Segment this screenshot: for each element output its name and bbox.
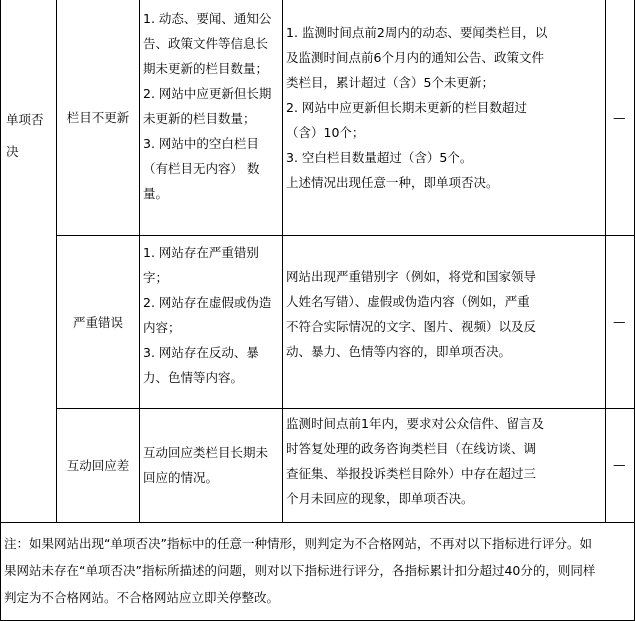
criteria-line: 个月未回应的现象，即单项否决。 [286, 491, 474, 506]
criteria-line: 动、暴力、色情等内容的，即单项否决。 [286, 344, 512, 359]
description-cell [143, 440, 281, 490]
criteria-line: 类栏目，累计超过（含）5个未更新； [286, 75, 494, 90]
description-line: 3. 网站中的空白栏目 [143, 136, 259, 151]
category-text: 决 [6, 144, 19, 159]
description-line: 力、色情等内容。 [143, 370, 244, 385]
footnote [4, 530, 632, 611]
criteria-cell [286, 264, 604, 364]
description-line: 回应的情况。 [143, 470, 219, 485]
indicator-name: 严重错误 [72, 314, 123, 330]
description-line: 量。 [143, 186, 169, 201]
category-text: 单项否 [6, 112, 44, 127]
description-line: 3. 网站存在反动、暴 [143, 345, 259, 360]
description-line: 互动回应类栏目长期未 [143, 445, 269, 460]
indicator-cell [57, 409, 139, 522]
row-divider [56, 408, 635, 409]
description-line: 1. 网站存在严重错别 [143, 245, 259, 260]
criteria-line: （含）10个； [286, 125, 365, 140]
criteria-cell [286, 411, 604, 511]
footnote-line: 注：如果网站出现“单项否决”指标中的任意一种情形，则判定为不合格网站，不再对以下指标进行评分。如 [4, 536, 592, 551]
criteria-cell [286, 20, 604, 195]
criteria-line: 时答复处理的政务咨询类栏目（在线访谈、调 [286, 441, 537, 456]
description-cell [143, 6, 281, 206]
indicator-cell [57, 236, 139, 408]
criteria-line: 及监测时间点前6个月内的通知公告、政策文件 [286, 50, 544, 65]
criteria-line: 不符合实际情况的文字、图片、视频）以及反 [286, 319, 537, 334]
footnote-line: 果网站未存在“单项否决”指标所描述的问题，则对以下指标进行评分，各指标累计扣分超过40分的，则同样 [4, 563, 596, 578]
criteria-line: 查征集、举报投诉类栏目除外）中存在超过三 [286, 466, 537, 481]
description-line: 内容； [143, 320, 181, 335]
criteria-line: 3. 空白栏目数量超过（含）5个。 [286, 150, 473, 165]
description-line: 2. 网站存在虚假或伪造 [143, 295, 272, 310]
column-divider [282, 0, 283, 522]
description-cell [143, 240, 281, 390]
score-cell: — [613, 110, 626, 125]
description-line: 字； [143, 270, 169, 285]
criteria-line: 监测时间点前1年内，要求对公众信件、留言及 [286, 416, 544, 431]
description-line: （有栏目无内容） 数 [143, 161, 260, 176]
indicator-name: 互动回应差 [66, 458, 130, 473]
column-divider [605, 0, 606, 522]
description-line: 期未更新的栏目数量； [143, 61, 269, 76]
criteria-line: 上述情况出现任意一种，即单项否决。 [286, 175, 499, 190]
indicator-name: 栏目不更新 [66, 110, 130, 125]
score-cell: — [613, 457, 626, 472]
indicator-cell [57, 0, 139, 235]
description-line: 未更新的栏目数量； [143, 111, 256, 126]
criteria-line: 2. 网站中应更新但长期未更新的栏目数超过 [286, 100, 527, 115]
description-line: 1. 动态、要闻、通知公 [143, 11, 272, 26]
table-border-left [0, 0, 1, 621]
description-line: 告、政策文件等信息长 [143, 36, 269, 51]
description-line: 2. 网站中应更新但长期 [143, 86, 272, 101]
column-divider [139, 0, 140, 522]
footnote-line: 判定为不合格网站。不合格网站应立即关停整改。 [4, 590, 280, 605]
criteria-line: 1. 监测时间点前2周内的动态、要闻类栏目，以 [286, 25, 548, 40]
category-cell [6, 104, 50, 168]
row-divider [0, 522, 635, 523]
criteria-line: 人姓名写错）、虚假或伪造内容（例如，严重 [286, 294, 530, 309]
row-divider [56, 235, 635, 236]
score-cell: — [613, 314, 626, 329]
criteria-line: 网站出现严重错别字（例如，将党和国家领导 [286, 269, 537, 284]
